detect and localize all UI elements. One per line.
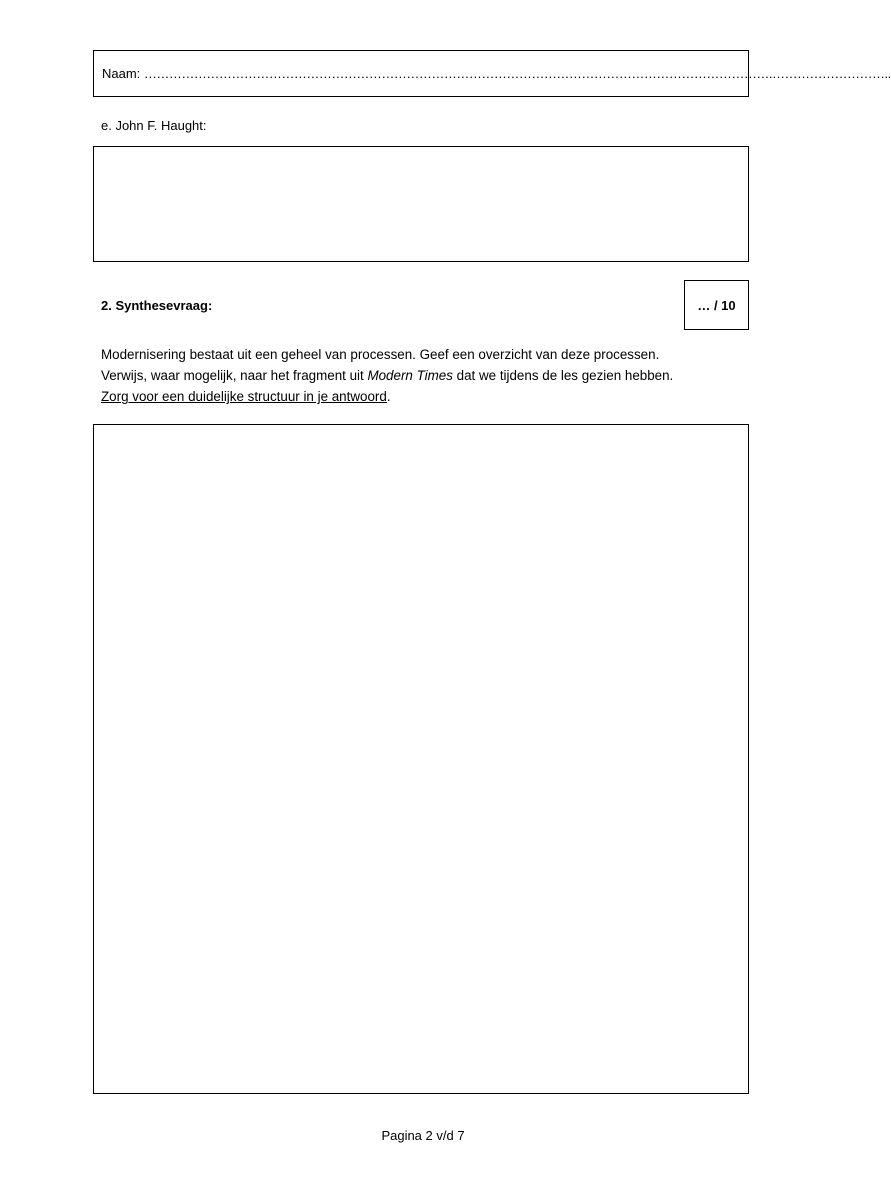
score-text: … / 10 bbox=[697, 297, 736, 313]
name-field-box[interactable] bbox=[93, 50, 891, 97]
modern-times-title: Modern Times bbox=[367, 368, 453, 383]
score-box bbox=[684, 280, 749, 330]
answer-box-question-2[interactable] bbox=[93, 424, 749, 1094]
instruction-line-3-end: . bbox=[386, 389, 391, 404]
instruction-line-2 bbox=[101, 365, 741, 386]
instruction-line-2-start: Verwijs, waar mogelijk, naar het fragment uit bbox=[101, 368, 368, 383]
instruction-line-3 bbox=[101, 386, 741, 407]
question-2-title: 2. Synthesevraag: bbox=[101, 298, 213, 313]
instruction-line-2-end: dat we tijdens de les gezien hebben. bbox=[452, 368, 674, 383]
name-label: Naam: bbox=[102, 66, 141, 81]
question-e-label: e. John F. Haught: bbox=[101, 118, 207, 133]
answer-box-question-e[interactable] bbox=[93, 146, 749, 262]
name-dotted-line: …………………………………………………………………………………………………………………………………….……………………….. bbox=[143, 66, 891, 81]
page-number: Pagina 2 v/d 7 bbox=[381, 1128, 465, 1143]
instruction-line-1: Modernisering bestaat uit een geheel van processen. Geef een overzicht van deze processen. bbox=[101, 347, 660, 362]
question-2-instructions bbox=[101, 344, 741, 407]
structure-requirement: Zorg voor een duidelijke structuur in je antwoord bbox=[101, 389, 387, 404]
